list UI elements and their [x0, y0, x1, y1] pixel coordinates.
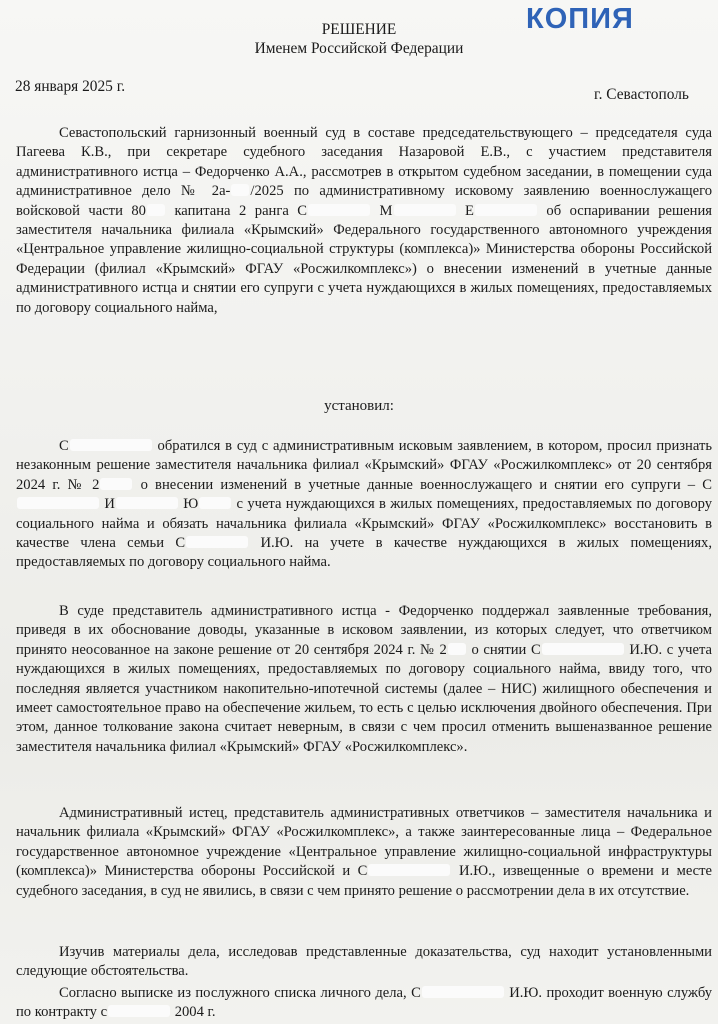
redaction-mark	[542, 643, 624, 655]
text-fragment: С	[59, 438, 69, 454]
decision-city: г. Севастополь	[594, 86, 689, 103]
redaction-mark	[368, 864, 450, 876]
text-fragment: Е	[464, 202, 474, 219]
text-fragment: М	[379, 202, 393, 219]
section-heading: установил:	[324, 398, 394, 414]
text-fragment: И.Ю. на учете в качестве нуждающихся в жилых помещениях, предоставляемых по договору социального найма.	[16, 535, 712, 571]
text-fragment: 2004 г.	[174, 1004, 216, 1021]
text-fragment: Согласно выписке из послужного списка личного дела, С	[59, 985, 421, 1001]
redaction-mark	[70, 439, 152, 451]
text-fragment: И.Ю. с учета нуждающихся в жилых помещениях, предоставляемых по договору социального найма, ввиду того, что последняя является участником накопительно-ипотечной системы (далее – НИС) жилищного обеспечения и имеет самостоятельное право на обеспечение жильем, то есть с целью исключения двойного обеспечения. При этом, данное толкование закона считает неверным, в связи с чем просил отменить вышеназванное решение заместителя начальника филиал «Крымский» ФГАУ «Росжилкомплекс».	[16, 641, 712, 755]
text-fragment: Севастопольский гарнизонный военный суд в составе председательствующего – председателя суда Пагеева К.В., при секретаре судебного заседания Назаровой Е.В., с участием представителя административного истца – Федорченко А.А., рассмотрев в открытом судебном заседании, в помещении суда административное дело № 2а-	[16, 125, 712, 200]
redaction-mark	[108, 1005, 170, 1017]
redaction-mark	[17, 497, 99, 509]
text-fragment: об оспаривании решения заместителя начальника филиала «Крымский» Федерального государственного автономного учреждения «Центральное управление жилищно-социальной структуры (комплекса)» Министерства обороны Российской Федерации (филиал «Крымский» ФГАУ «Росжилкомплекс») о внесении изменений в учетные данные административного истца и снятии его супруги с учета нуждающихся в жилых помещениях, предоставляемых по договору социального найма,	[16, 202, 713, 316]
text-fragment: Административный истец, представитель административных ответчиков – заместителя начальника и начальник филиала «Крымский» ФГАУ «Росжилкомплекс», а также заинтересованные лица – Федеральное государственное автономное учреждение «Центральное управление жилищно-социальной инфраструктуры (комплекса)» Министерства обороны Российской и С	[16, 805, 712, 880]
document-header	[0, 20, 718, 58]
redaction-mark	[448, 643, 466, 655]
redaction-mark	[186, 536, 248, 548]
text-fragment: о снятии С	[471, 641, 541, 658]
text-fragment: И.Ю., извещенные о времени и месте судебного заседания, в суд не явились, в связи с чем принято решение о рассмотрении дела в их отсутствие.	[16, 863, 712, 899]
decision-date: 28 января 2025 г.	[15, 78, 126, 95]
text-fragment: /2025 по административному исковому заявлению военнослужащего войсковой части 80	[16, 183, 712, 219]
text-fragment: И.Ю. проходит военную службу по контракту с	[16, 985, 712, 1021]
text-fragment: Ю	[183, 496, 199, 513]
paragraph-absence	[16, 804, 712, 901]
text-fragment: о внесении изменений в учетные данные военнослужащего и снятии его супруги – С	[140, 476, 712, 493]
text-fragment: В суде представитель административного истца - Федорченко поддержал заявленные требования, приведя в их обоснование доводы, указанные в исковом заявлении, из которых следует, что ответчиком принято неосованное на законе решение от 20 сентября 2024 г. № 2	[16, 603, 712, 658]
redaction-mark	[100, 478, 132, 490]
redaction-mark	[308, 204, 370, 216]
redaction-mark	[116, 497, 178, 509]
paragraph-representative	[16, 602, 712, 757]
text-fragment: с учета нуждающихся в жилых помещениях, предоставляемых по договору социального найма и обязать начальника филиала «Крымский» ФГАУ «Росжилкомплекс» восстановить в качестве члена семьи С	[16, 496, 713, 552]
text-fragment: обратился в суд с административным исковым заявлением, в котором, просил признать незаконным решение заместителя начальника филиал «Крымский» ФГАУ «Росжилкомплекс» от 20 сентября 2024 г. № 2	[16, 438, 712, 493]
paragraph-service	[16, 984, 712, 1023]
redaction-mark	[147, 204, 165, 216]
redaction-mark	[199, 497, 231, 509]
text-fragment: капитана 2 ранга С	[174, 202, 308, 219]
redaction-mark	[394, 204, 456, 216]
document-title: РЕШЕНИЕ	[321, 21, 397, 38]
paragraph-preamble	[16, 124, 712, 318]
document-subtitle: Именем Российской Федерации	[254, 40, 464, 57]
copy-stamp: КОПИЯ	[526, 3, 634, 35]
paragraph-findings: Изучив материалы дела, исследовав представленные доказательства, суд находит установленными следующие обстоятельства.	[16, 944, 712, 980]
redaction-mark	[231, 184, 249, 196]
redaction-mark	[422, 986, 504, 998]
redaction-mark	[475, 204, 537, 216]
text-fragment: И	[104, 496, 115, 513]
paragraph-claim	[16, 437, 712, 573]
